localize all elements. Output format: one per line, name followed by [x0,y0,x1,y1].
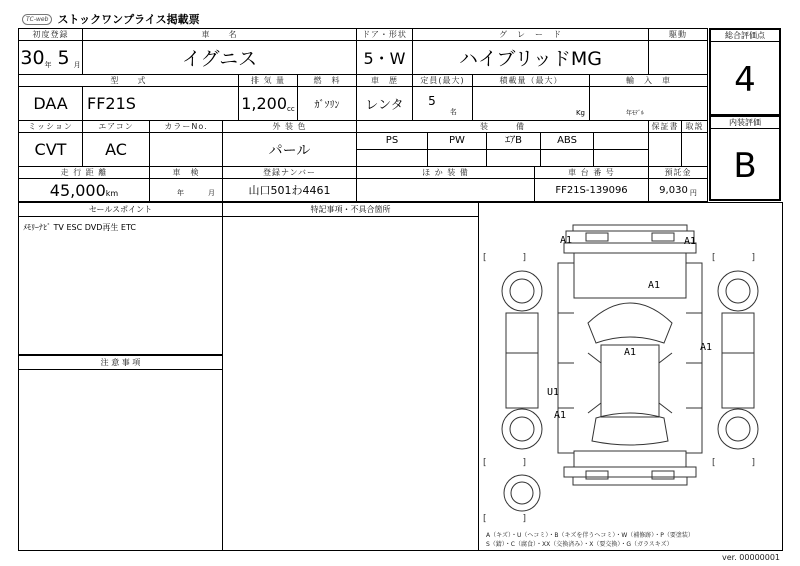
label-displacement: 排 気 量 [239,75,298,86]
exterior-color-value: パール [223,133,357,166]
damage-mark: A1 [554,410,567,421]
load-cell [473,87,590,120]
first-reg-cell [19,41,83,74]
equipment-item: ｴｱB [487,133,541,149]
color-no-value [150,133,223,166]
label-aircon: エアコン [83,121,150,132]
other-equipment-value [357,179,535,201]
interior-grade-label: 内装評価 [711,117,779,129]
capacity-value: 5 [428,93,436,108]
overall-grade-box [709,28,781,116]
equipment-item: PW [428,133,487,149]
damage-mark: A1 [700,342,713,353]
deposit-cell [649,179,708,201]
damage-legend [486,531,694,549]
interior-grade-box [709,115,781,201]
model-year-label: 年ﾓﾃﾞﾙ [626,110,645,117]
label-warranty: 保証書 [649,121,682,132]
mileage-cell [19,179,150,201]
history-value: レンタ [357,87,413,120]
damage-mark: U1 [547,387,560,398]
grade-value: ハイブリッドMG [413,41,649,74]
overall-grade-value: 4 [734,59,756,100]
label-import: 輸 入 車 [590,75,708,86]
sales-point-label: セールスポイント [19,203,222,217]
header [22,9,200,29]
label-plate: 登録ナンバー [223,167,357,178]
bracket-label: [ ] [712,458,756,468]
info-table [18,28,708,202]
inspection-month-unit: 月 [208,189,215,197]
label-car-name: 車 名 [83,29,357,40]
model-prefix: DAA [33,94,68,113]
capacity-cell [413,87,473,120]
sales-point-panel [19,203,223,355]
deposit-value: 9,030 [659,184,688,196]
door-value: 5・W [357,41,413,74]
capacity-unit: 名 [449,107,457,116]
inspection-cell [150,179,223,201]
page-title: ストックワンプライス掲載票 [57,13,200,26]
special-notes-panel [223,203,479,550]
equipment-grid [357,133,649,166]
car-name-value: イグニス [83,41,357,74]
label-deposit: 預託金 [649,167,708,178]
caution-label: 注 意 事 項 [19,355,222,370]
legend-line: S（錆）・C（腐食）・XX（交換済み）・X（要交換）・G（ガラスキズ） [486,541,673,548]
month-unit: 月 [73,60,81,69]
deposit-unit: 円 [689,189,697,197]
label-manual: 取説 [682,121,708,132]
mileage-unit: km [105,188,119,198]
interior-grade-value: B [733,145,757,186]
special-notes-label: 特記事項・不具合箇所 [223,203,478,217]
drive-value [649,41,708,74]
label-fuel: 燃 料 [298,75,357,86]
damage-mark: A1 [684,236,697,247]
label-model: 型 式 [19,75,239,86]
model-cell [83,87,239,120]
label-other-equipment: ほ か 装 備 [357,167,535,178]
label-exterior-color: 外 装 色 [223,121,357,132]
label-equipment: 装 備 [357,121,649,132]
version-label: ver. 00000001 [722,553,781,562]
manual-value [682,133,708,166]
displacement-cell [239,87,298,120]
import-cell [590,87,708,120]
fuel-value: ｶﾞｿﾘﾝ [298,87,357,120]
warranty-value [649,133,682,166]
displacement-value: 1,200 [241,94,288,113]
overall-grade-label: 総合評価点 [711,30,779,42]
label-history: 車 歴 [357,75,413,86]
bracket-label: [ ] [483,514,527,524]
load-unit: Kg [575,109,585,117]
car-diagram [478,203,782,528]
equipment-item [594,133,648,149]
legend-line: A（キズ）・U（ヘコミ）・B（キズを伴うヘコミ）・W（補修跡）・P（要塗装） [486,532,694,539]
plate-value: 山口501わ4461 [223,179,357,201]
label-color-no: カラーNo. [150,121,223,132]
model-value: FF21S [87,94,136,113]
bracket-label: [ ] [483,253,527,263]
first-reg-month: 5 [57,46,70,69]
equipment-item: ABS [541,133,594,149]
label-load: 積載量（最大） [473,75,590,86]
mission-value: CVT [19,133,83,166]
label-capacity: 定員(最大) [413,75,473,86]
damage-mark: A1 [648,280,661,291]
label-inspection: 車 検 [150,167,223,178]
damage-mark: A1 [560,235,573,246]
equipment-item: PS [357,133,428,149]
label-door: ドア・形状 [357,29,413,40]
bracket-label: [ ] [483,458,527,468]
aircon-value: AC [83,133,150,166]
logo: TC-web [22,14,52,25]
label-grade: グ レ ー ド [413,29,649,40]
mileage-value: 45,000 [49,180,106,200]
displacement-unit: cc [287,104,295,113]
label-chassis: 車 台 番 号 [535,167,649,178]
model-prefix-cell [19,87,83,120]
label-first-reg: 初度登録 [19,29,83,40]
label-drive: 駆動 [649,29,708,40]
inspection-year-unit: 年 [177,189,184,197]
caution-panel [19,355,223,550]
label-mission: ミッション [19,121,83,132]
sales-point-text: ﾒﾓﾘｰﾅﾋﾞ TV ESC DVD再生 ETC [23,223,136,232]
damage-mark: A1 [624,347,637,358]
year-unit: 年 [44,60,52,69]
bracket-label: [ ] [712,253,756,263]
label-mileage: 走 行 距 離 [19,167,150,178]
first-reg-year: 30 [20,46,45,69]
chassis-value: FF21S-139096 [535,179,649,201]
